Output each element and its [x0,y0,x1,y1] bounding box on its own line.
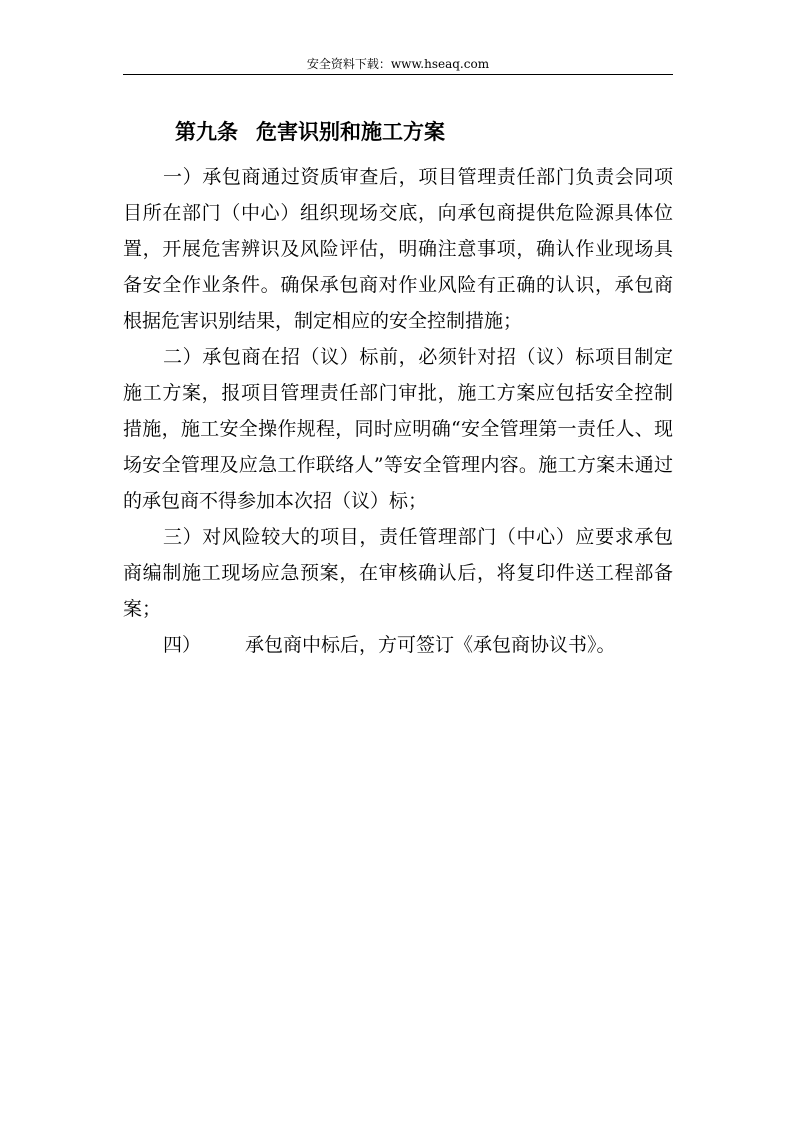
paragraph-1: 一）承包商通过资质审查后，项目管理责任部门负责会同项目所在部门（中心）组织现场交底，向承包商提供危险源具体位置，开展危害辨识及风险评估，明确注意事项，确认作业现场具备安全作业条件。确保承包商对作业风险有正确的认识，承包商根据危害识别结果，制定相应的安全控制措施； [123,166,673,332]
paragraph-4-text: 承包商中标后，方可签订《承包商协议书》。 [245,634,616,656]
article-title-text: 危害识别和施工方案 [256,119,445,144]
article-title [175,115,673,149]
paragraph-4 [123,627,673,663]
paragraph-4-number: 四） [163,634,202,656]
paragraph-3: 三）对风险较大的项目，责任管理部门（中心）应要求承包商编制施工现场应急预案，在审核确认后，将复印件送工程部备案； [123,526,673,620]
page-header [123,56,673,75]
article-number: 第九条 [175,119,238,144]
paragraph-2: 二）承包商在招（议）标前，必须针对招（议）标项目制定施工方案，报项目管理责任部门审批，施工方案应包括安全控制措施，施工安全操作规程，同时应明确“安全管理第一责任人、现场安全管理及应急工作联络人”等安全管理内容。施工方案未通过的承包商不得参加本次招（议）标； [123,346,673,512]
article-body [123,115,673,663]
header-text: 安全资料下载：www.hseaq.com [306,57,490,71]
